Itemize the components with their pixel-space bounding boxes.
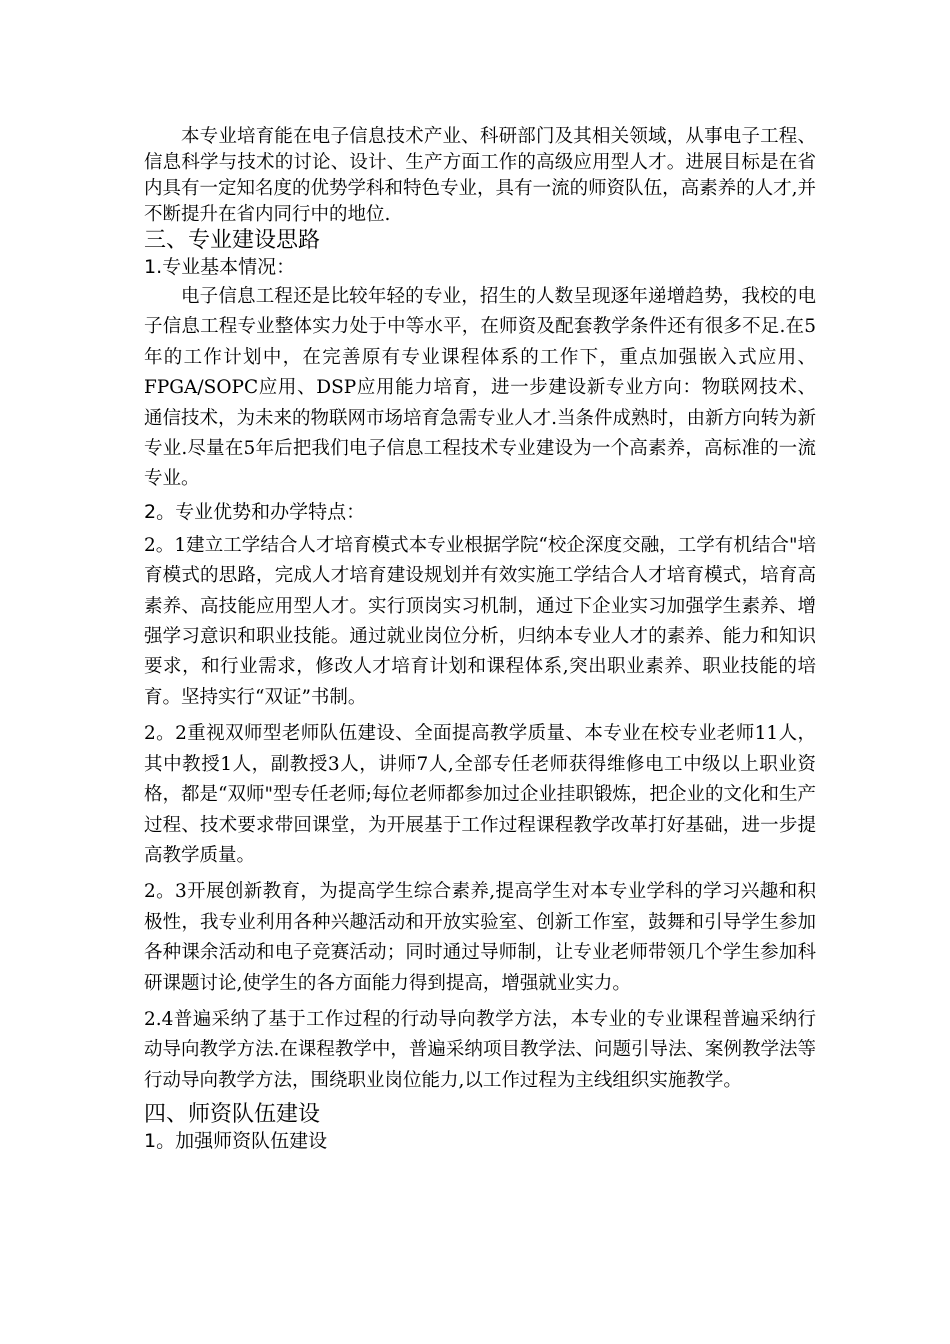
item-2-3-paragraph: 2。3开展创新教育，为提高学生综合素养,提高学生对本专业学科的学习兴趣和积极性，我专业利用各种兴趣活动和开放实验室、创新工作室，鼓舞和引导学生参加各种课余活动和电子竞赛活动；同时通过导师制，让专业老师带领几个学生参加科研课题讨论,使学生的各方面能力得到提高，增强就业实力。 [144, 881, 816, 994]
section-3-heading: 三、专业建设思路 [144, 228, 321, 253]
section-3-1-heading: 1.专业基本情况： [144, 256, 296, 278]
intro-paragraph: 本专业培育能在电子信息技术产业、科研部门及其相关领域，从事电子工程、信息科学与技术的讨论、设计、生产方面工作的高级应用型人才。进展目标是在省内具有一定知名度的优势学科和特色专业，具有一流的师资队伍，高素养的人才,并不断提升在省内同行中的地位. [144, 126, 816, 225]
item-2-1-paragraph: 2。1建立工学结合人才培育模式本专业根据学院“校企深度交融，工学有机结合"培育模式的思路，完成人才培育建设规划并有效实施工学结合人才培育模式，培育高素养、高技能应用型人才。实行顶岗实习机制，通过下企业实习加强学生素养、增强学习意识和职业技能。通过就业岗位分析，归纳本专业人才的素养、能力和知识要求，和行业需求，修改人才培育计划和课程体系,突出职业素养、职业技能的培育。坚持实行“双证”书制。 [144, 534, 816, 708]
section-3-2-heading: 2。专业优势和办学特点： [144, 500, 366, 523]
document-page [144, 124, 816, 1154]
item-2-2-paragraph: 2。2重视双师型老师队伍建设、全面提高教学质量、本专业在校专业老师11人，其中教授1人，副教授3人，讲师7人,全部专任老师获得维修电工中级以上职业资格，都是“双师"型专任老师;每位老师都参加过企业挂职锻炼，把企业的文化和生产过程、技术要求带回课堂，为开展基于工作过程课程教学改革打好基础，进一步提高教学质量。 [144, 723, 817, 866]
section-4-1-heading: 1。加强师资队伍建设 [144, 1130, 328, 1153]
section-4-heading: 四、师资队伍建设 [144, 1102, 321, 1128]
item-2-4-paragraph: 2.4普遍采纳了基于工作过程的行动导向教学方法，本专业的专业课程普遍采纳行动导向教学方法.在课程教学中，普遍采纳项目教学法、问题引导法、案例教学法等行动导向教学方法，围绕职业岗位能力,以工作过程为主线组织实施教学。 [144, 1008, 816, 1091]
section-3-1-paragraph: 电子信息工程还是比较年轻的专业，招生的人数呈现逐年递增趋势，我校的电子信息工程专业整体实力处于中等水平，在师资及配套教学条件还有很多不足.在5年的工作计划中，在完善原有专业课程体系的工作下，重点加强嵌入式应用、FPGA/SOPC应用、DSP应用能力培育，进一步建设新专业方向：物联网技术、通信技术，为未来的物联网市场培育急需专业人才.当条件成熟时，由新方向转为新专业.尽量在5年后把我们电子信息工程技术专业建设为一个高素养，高标准的一流专业。 [144, 286, 816, 490]
